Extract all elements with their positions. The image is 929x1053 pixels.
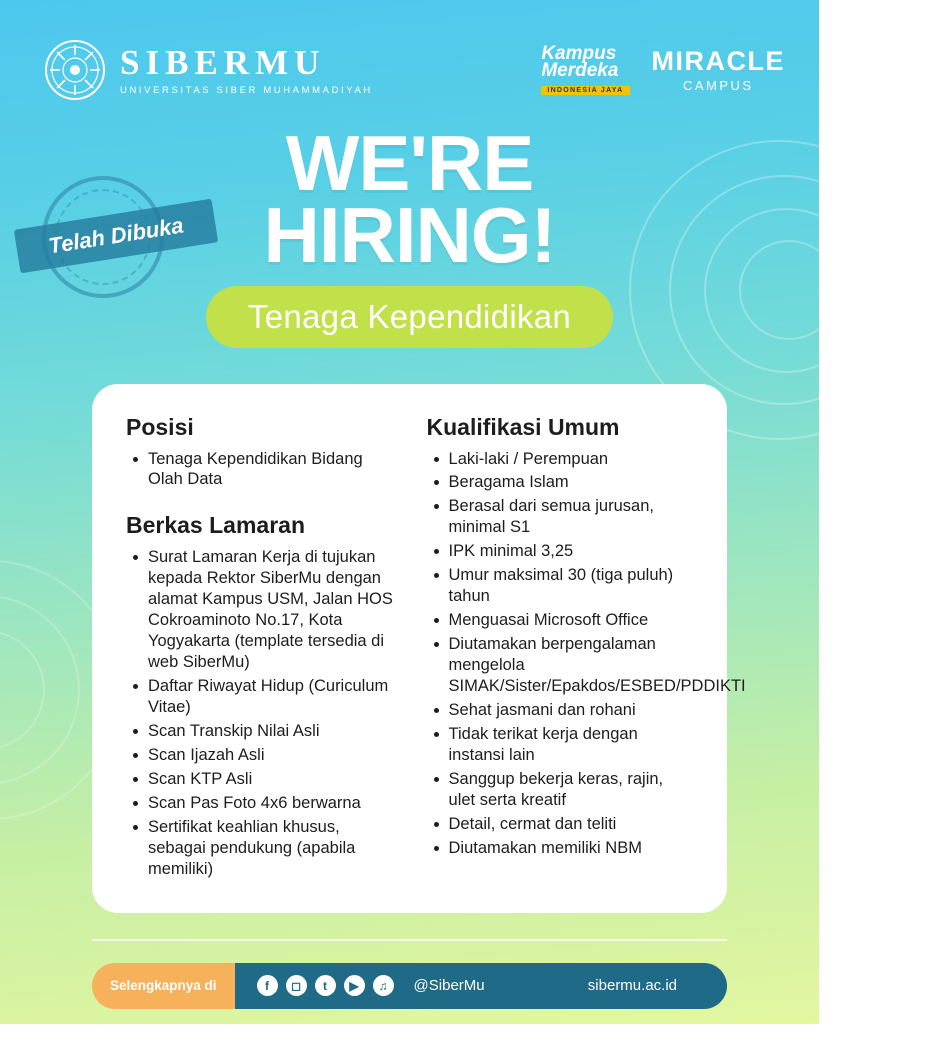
miracle-line1: MIRACLE <box>651 46 785 76</box>
instagram-icon[interactable]: ◻ <box>286 975 307 996</box>
list-item: Scan Transkip Nilai Asli <box>126 721 401 742</box>
legal-permit-number: Nomor: 430/E/O/2021 <box>530 1038 636 1051</box>
social-handle[interactable]: @SiberMu <box>413 977 485 995</box>
list-item: Berasal dari semua jurusan, minimal S1 <box>427 496 693 538</box>
legal-line1: Telah mendapat izin operasional dari <box>323 1023 496 1036</box>
list-item: Sehat jasmani dan rohani <box>427 700 693 721</box>
list-item: Tidak terikat kerja dengan instansi lain <box>427 724 693 766</box>
card-column-left <box>126 414 401 883</box>
divider <box>92 939 727 941</box>
poster-header <box>0 0 819 110</box>
kampus-merdeka-line1: Kampus <box>541 43 617 64</box>
youtube-icon[interactable]: ▶ <box>344 975 365 996</box>
list-item: Diutamakan memiliki NBM <box>427 838 693 859</box>
info-card <box>92 384 746 913</box>
brand-name: SIBERMU <box>120 42 326 82</box>
twitter-icon[interactable]: t <box>315 975 336 996</box>
posisi-heading: Posisi <box>126 413 194 440</box>
facebook-icon[interactable]: f <box>257 975 278 996</box>
berkas-heading: Berkas Lamaran <box>126 512 305 539</box>
partner-logos <box>541 44 785 96</box>
footer-bar <box>92 963 727 1009</box>
kualifikasi-heading: Kualifikasi Umum <box>426 413 620 440</box>
hero-title-line1: WE'RE <box>285 119 534 207</box>
list-item: Surat Lamaran Kerja di tujukan kepada Rektor SiberMu dengan alamat Kampus USM, Jalan HOS Cokroaminoto No.17, Kota Yogyakarta (template tersedia di web SiberMu) <box>126 547 401 673</box>
miracle-campus-logo <box>652 48 786 92</box>
kampus-merdeka-logo <box>541 44 629 96</box>
list-item: Sanggup bekerja keras, rajin, ulet serta kreatif <box>427 769 693 811</box>
footer-contact <box>235 963 727 1009</box>
list-item: Detail, cermat dan teliti <box>427 814 693 835</box>
kampus-merdeka-tagline: INDONESIA JAYA <box>541 86 629 95</box>
stamp-text: Telah Dibuka <box>14 199 218 274</box>
list-item: Menguasai Microsoft Office <box>427 610 693 631</box>
list-item: Scan Pas Foto 4x6 berwarna <box>126 793 401 814</box>
posisi-list <box>126 449 401 491</box>
list-item: Tenaga Kependidikan Bidang Olah Data <box>126 449 401 491</box>
list-item: Scan KTP Asli <box>126 769 401 790</box>
university-seal-icon <box>44 39 106 101</box>
legal-line2-prefix: Menteri Pendidikan, Kebudayaan, Riset dan Teknologi Republik Indonesia <box>183 1038 531 1051</box>
list-item: Laki-laki / Perempuan <box>427 449 693 470</box>
hero-section <box>0 119 819 348</box>
legal-line2 <box>0 1038 819 1053</box>
kualifikasi-list <box>427 449 746 859</box>
list-item: Diutamakan berpengalaman mengelola SIMAK/Sister/Epakdos/ESBED/PDDIKTI <box>427 634 693 697</box>
legal-notice <box>0 1023 819 1053</box>
hero-title-line2: HIRING! <box>263 190 556 279</box>
list-item: Sertifikat keahlian khusus, sebagai pendukung (apabila memiliki) <box>126 817 401 880</box>
stamp-badge <box>14 170 224 300</box>
hero-subtitle: Tenaga Kependidikan <box>247 297 572 335</box>
brand-sibermu <box>44 39 373 101</box>
berkas-list <box>126 547 401 879</box>
card-column-right <box>426 413 746 883</box>
list-item: Scan Ijazah Asli <box>126 745 401 766</box>
brand-subtitle: UNIVERSITAS SIBER MUHAMMADIYAH <box>120 84 373 96</box>
list-item: Daftar Riwayat Hidup (Curiculum Vitae) <box>126 676 401 718</box>
list-item: Umur maksimal 30 (tiga puluh) tahun <box>427 565 693 607</box>
hero-subtitle-pill <box>206 286 613 348</box>
tiktok-icon[interactable]: ♫ <box>373 975 394 996</box>
kampus-merdeka-line2: Merdeka <box>541 60 619 81</box>
cta-label: Selengkapnya di <box>92 963 235 1009</box>
miracle-line2: CAMPUS <box>682 78 754 93</box>
website-url[interactable]: sibermu.ac.id <box>587 977 677 995</box>
list-item: Beragama Islam <box>427 472 693 493</box>
list-item: IPK minimal 3,25 <box>427 541 693 562</box>
